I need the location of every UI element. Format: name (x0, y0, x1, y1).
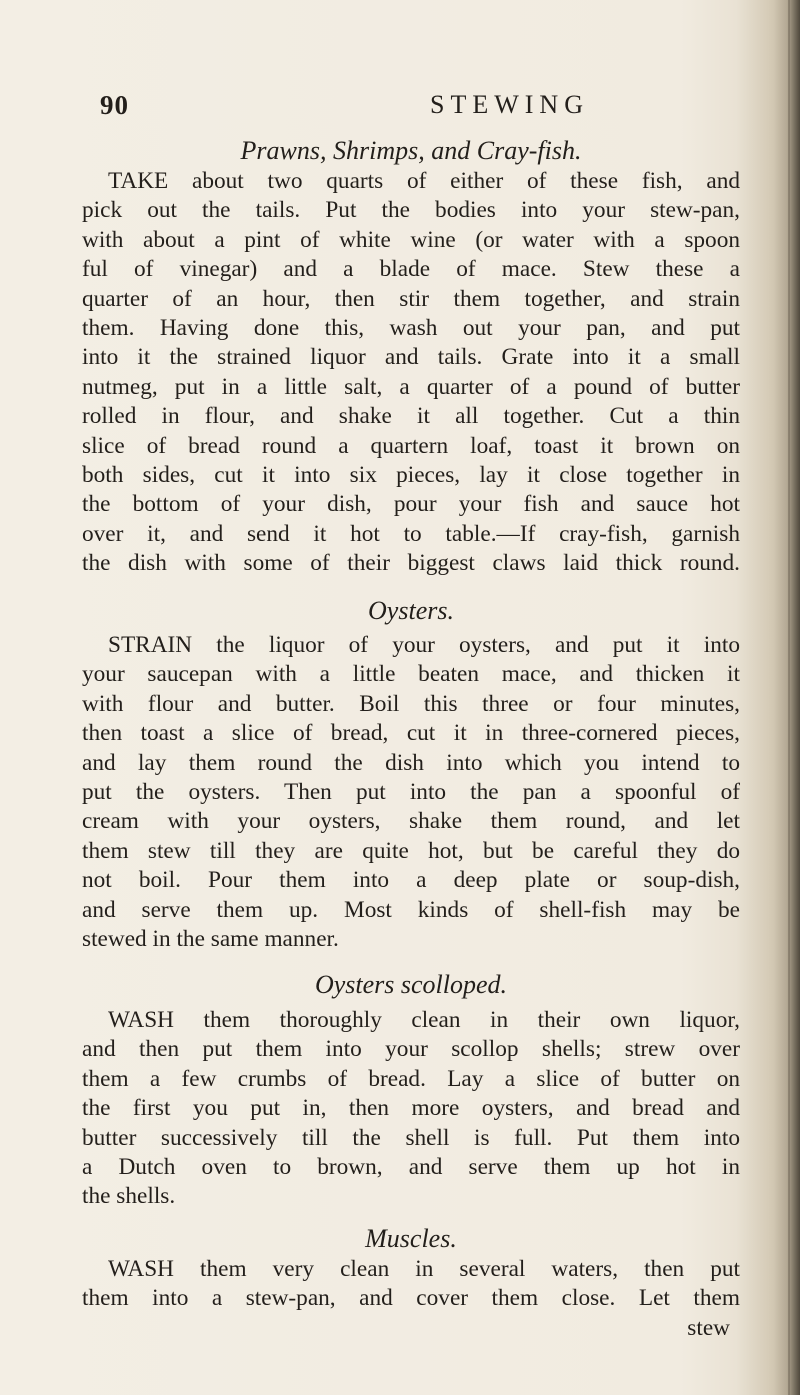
text-line: over it, and send it hot to table.—If cray-fish, garnish (82, 520, 740, 547)
text-line: ful of vinegar) and a blade of mace. Stew these a (82, 256, 740, 283)
running-head: STEWING (430, 90, 589, 119)
text-line: quarter of an hour, then stir them together, and strain (82, 285, 740, 312)
page-edge-shadow (774, 0, 800, 1395)
text-line: with flour and butter. Boil this three or four minutes, (82, 690, 740, 717)
text-line: them a few crumbs of bread. Lay a slice of butter on (82, 1065, 740, 1092)
text-line: butter successively till the shell is full. Put them into (82, 1124, 740, 1151)
text-line: and lay them round the dish into which you intend to (82, 749, 740, 776)
section-body-oysters (82, 631, 740, 954)
text-line: and then put them into your scollop shells; strew over (82, 1036, 740, 1063)
text-line: a Dutch oven to brown, and serve them up hot in (82, 1154, 740, 1181)
text-line: the first you put in, then more oysters, and bread and (82, 1095, 740, 1122)
text-line: with about a pint of white wine (or water with a spoon (82, 226, 740, 253)
text-line: into it the strained liquor and tails. Grate into it a small (82, 344, 740, 371)
text-line: rolled in flour, and shake it all together. Cut a thin (82, 403, 740, 430)
text-line: not boil. Pour them into a deep plate or soup-dish, (82, 867, 740, 894)
section-body-prawns (82, 167, 740, 579)
text-line: stewed in the same manner. (82, 926, 339, 953)
section-body-muscles (82, 1255, 740, 1343)
text-line: TAKE about two quarts of either of these fish, and (108, 168, 740, 194)
page-edge-line (788, 0, 790, 1395)
text-line: the dish with some of their biggest claws laid thick round. (82, 550, 740, 577)
text-line: them. Having done this, wash out your pan, and put (82, 315, 740, 342)
text-line: WASH them very clean in several waters, then put (108, 1256, 740, 1282)
text-line: nutmeg, put in a little salt, a quarter of a pound of butter (82, 373, 740, 400)
text-line: pick out the tails. Put the bodies into your stew-pan, (82, 197, 740, 224)
catchword: stew (687, 1314, 730, 1341)
text-line: and serve them up. Most kinds of shell-fish may be (82, 896, 740, 923)
text-line: the shells. (82, 1183, 176, 1210)
text-line: then toast a slice of bread, cut it in three-cornered pieces, (82, 720, 740, 747)
text-line: them into a stew-pan, and cover them close. Let them (82, 1285, 740, 1312)
page-header (100, 90, 740, 126)
section-body-oysters-scolloped (82, 1006, 740, 1212)
section-title-prawns: Prawns, Shrimps, and Cray-fish. (240, 136, 582, 165)
text-line: cream with your oysters, shake them round, and let (82, 808, 740, 835)
text-line: both sides, cut it into six pieces, lay it close together in (82, 462, 740, 489)
text-line: slice of bread round a quartern loaf, toast it brown on (82, 432, 740, 459)
text-line: them stew till they are quite hot, but be careful they do (82, 837, 740, 864)
section-title-oysters-scolloped: Oysters scolloped. (314, 970, 508, 999)
text-line: your saucepan with a little beaten mace, and thicken it (82, 661, 740, 688)
section-title-muscles: Muscles. (365, 1224, 457, 1253)
section-title-oysters: Oysters. (368, 596, 454, 625)
text-line: the bottom of your dish, pour your fish and sauce hot (82, 491, 740, 518)
text-line: put the oysters. Then put into the pan a spoonful of (82, 779, 740, 806)
page-number: 90 (100, 90, 129, 120)
text-line: STRAIN the liquor of your oysters, and put it into (108, 632, 740, 658)
text-line: WASH them thoroughly clean in their own liquor, (108, 1007, 740, 1033)
